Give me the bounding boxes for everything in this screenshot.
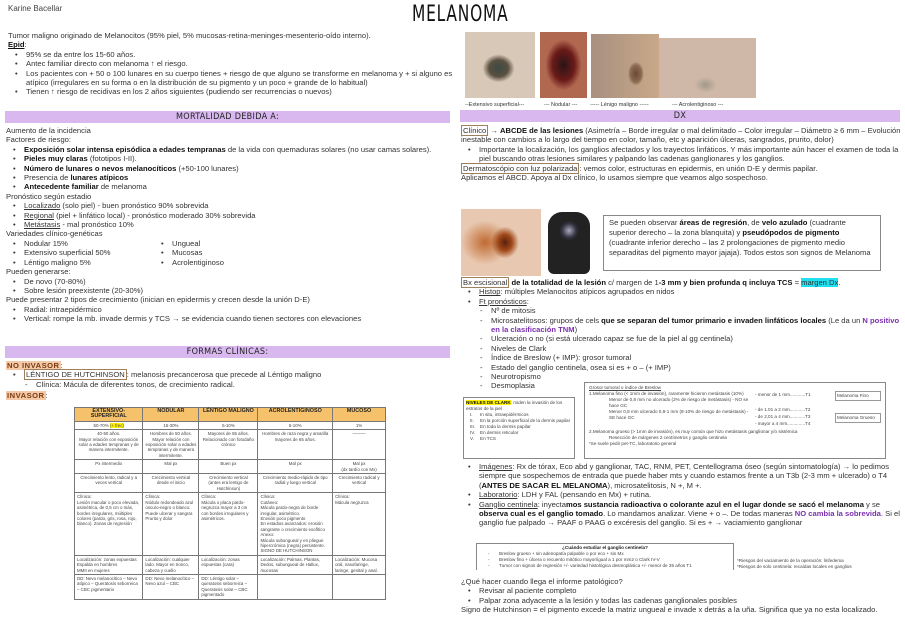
list-item: • Exposición solar intensa episódica a edades tempranas de la vida con quemaduras solares (no usar camas solares). [6, 145, 454, 154]
no-invasor-tag: NO INVASOR [7, 361, 60, 370]
table-cell: Crecimiento vertical (antes era lentigo de Hutchinson) [199, 474, 258, 493]
dermatoscope-device-image [548, 212, 590, 274]
list-item: • Nodular 15% [6, 239, 154, 248]
table-cell [333, 574, 386, 599]
caption: --- Acrolentiginoso --- [672, 102, 724, 108]
formas-table-wrap [74, 407, 386, 600]
text-line: *Se suele pedir pet-TC, laboratorio general [589, 441, 677, 446]
table-cell: Crecimiento radical y vertical [333, 474, 386, 493]
table-cell: Localización: Palmas. Plantas, Dedos, subungueal de Hallux, mucosas [258, 555, 333, 574]
table-cell: Mal px [143, 460, 199, 474]
clark-level: III. En toda la dermis papilar [470, 424, 531, 429]
list-item: • Extensivo superficial 50% [6, 248, 154, 257]
list-item: • Ganglio centinela: inyectamos sustancia radioactiva o colorante azul en el lugar donde se sacó el melanoma y se observa cual es el ganglio tomado. Lo mandamos analizar. Viene + o –. De todas maneras NO cambia la sobrevida. Si el ganglio fue palpado → PAAF o PAAG o excéresis del ganglio. Si es + → vaciamiento ganglionar [461, 500, 903, 528]
list-item: • Mucosas [154, 248, 224, 257]
text-line: Menor 0,8 mm ulcerado 0,8-1 mm (8-10% de riesgo de metástasis) - SE hace GC [609, 409, 749, 420]
list-item: • Sobre lesión preexistente (20-30%) [6, 286, 454, 295]
section-header-formas: FORMAS CLÍNICAS: [5, 346, 450, 358]
list-item: - Niveles de Clark [473, 344, 903, 353]
table-cell: 50-70% (+ frec) [75, 421, 143, 429]
table-cell: Hombres de raza negra y amarilla mayores de 65 años. [258, 430, 333, 460]
photo-acrolentiginoso [659, 38, 756, 98]
epid-list [8, 50, 453, 97]
table-cell: Clínica: Nódulo redondeado azul oscuro-negro o blanco. Puede ulcerar y sangrar. Prurito y dolor [143, 493, 199, 555]
table-cell: Localización: Mucosa oral, nasofaringe, laringe, genital y anal. [333, 555, 386, 574]
table-header-row [75, 408, 386, 422]
table-cell: Localización: zonas expuestas Espalda en hombres MMII en mujeres [75, 555, 143, 574]
formas-section: NO INVASOR: • LÉNTIGO DE HUTCHINSON : melanosis precancerosa que precede al Léntigo maligno - Clínica: Mácula de diferentes tonos, de crecimiento radical. INVASOR: [6, 361, 454, 401]
column-header: EXTENSIVO-SUPERFICIAL [75, 408, 143, 422]
table-cell: Localización: zonas expuestas (cara) [199, 555, 258, 574]
text-line: 1.Melanoma fino (< 1mm de invasión), raramente hicieron metástasis (10%) [589, 391, 744, 396]
list-item: • Imágenes: Rx de tórax, Eco abd y ganglionar, TAC, RNM, PET, Centellograma óseo (según sintomatología) → lo pedimos siempre que sospechemos de entrada que puede haber mts y cuando estamos frente a un T3b (2-3 mm + ulcerado) o T4 (ANTES DE SACAR EL MELANOMA), microsatelitosis, N +, M +. [461, 462, 903, 490]
breslow-title: Grosor tumoral o índice de Breslow [589, 385, 661, 390]
table-cell: 15-30% [143, 421, 199, 429]
text-line: *Riesgos de solo centinela: recaídas locales en ganglios [737, 564, 852, 569]
melanoma-fino-label: Melanoma Fino [835, 391, 881, 401]
section-header-dx: DX [460, 110, 900, 122]
list-item: • Importante la localización, los ganglios afectados y los trayectos linfáticos. Y más importante aún hacer el examen de toda la piel buscando otras lesiones similares y palpando las cadenas ganglionares y los ganglios. [461, 145, 903, 164]
list-item: • Presencia de lunares atípicos [6, 173, 454, 182]
table-cell: DD: Léntigo solar – queratosis seborreica – Queratosis solar – CBC pigmentado [199, 574, 258, 599]
biopsy-section [461, 278, 903, 391]
riesgos-notes [737, 558, 902, 570]
t-stage: - de 1.01 a 2 mm............T2 [755, 407, 811, 412]
list-item: • Regional (piel + linfático local) - pronóstico moderado 30% sobrevida [6, 211, 454, 220]
melanoma-grueso-label: Melanoma Grueso [835, 413, 881, 423]
table-cell: Crecimiento lento, radical y a veces vertical [75, 474, 143, 493]
t-stage: - menor de 1 mm............T1 [755, 392, 811, 397]
list-item: • Ft pronósticos: [461, 297, 903, 306]
table-cell: Px intermedio [75, 460, 143, 474]
list-item: - Neurotropismo [473, 372, 576, 381]
list-item: • Ungueal [154, 239, 224, 248]
column-header: ACROLENTIGINOSO [258, 408, 333, 422]
text-line: ¿Qué hacer cuando llega el informe patológico? [461, 577, 623, 586]
column-header: MUCOSO [333, 408, 386, 422]
list-item: • Los pacientes con + 50 o 100 lunares en su cuerpo tienes + riesgo de que alguno se transforme en melanoma y + si alguno es atípico (irregulares en su forma o en la distribución de su pigmento y un poco + grande de lo habitual) [8, 69, 453, 88]
text-line: Pueden generarse: [6, 267, 71, 277]
table-cell: 40-50 años. Mayor relación con exposición solar a edades tempranas y de manera intermitente. [75, 430, 143, 460]
centinela-title: ¿Cuándo estudiar el ganglio centinela? [562, 545, 648, 550]
author: Karine Bacellar [8, 4, 63, 13]
text-line: Pronóstico según estadio [6, 191, 92, 201]
column-header: NODULAR [143, 408, 199, 422]
text-line: Menor de 0,8 mm no ulcerado (2% de riesgo de metástasis) - NO se hace GC [609, 397, 749, 408]
table-cell: Crecimiento medio-rápido de tipo radial y luego vertical [258, 474, 333, 493]
dermoscopy-image [461, 209, 541, 276]
caption: --Extensivo superficial--- [465, 102, 525, 108]
table-row [75, 574, 386, 599]
informe-section [461, 577, 903, 615]
clark-level: II. En la porción superficial de la dermis papilar [470, 418, 571, 423]
dx-section [461, 126, 903, 182]
table-cell: Clínica: Cutáneo: Mácula pardo-negra de borde irregular, asimétrico. Erosión poco pigmento En estadios avanzados: erosión sangrante o crecimiento exofítico Anexo: Mácula subungueal y en pliegue hipercrómica (negra) persistente. SIGNO DE HUTCHINSON [258, 493, 333, 555]
table-cell: Clínica: Mácula o placa pardo-negruzca mayor a 3 cm con bordes irregulares y asimétricos. [199, 493, 258, 555]
list-item: • Laboratorio: LDH y FAL (pensando en Mx) + rutina. [461, 490, 903, 499]
list-item: - Breslow grueso + sin adenopatía palpable o por eco + sin Mx [481, 551, 729, 557]
table-row [75, 555, 386, 574]
text-line: Resección de márgenes 2 centímetros y ganglio centinela [609, 435, 727, 440]
list-item: • Metástasis - mal pronóstico 10% [6, 220, 454, 229]
list-item: • 95% se da entre los 15-60 años. [8, 50, 453, 59]
dermato-paragraph: Dermatoscópio con luz polarizada : vemos color, estructuras en epidermis, en unión D-E y dermis papilar. [463, 163, 818, 173]
table-row [75, 421, 386, 429]
list-item: - Ulceración o no (si está ulcerado capaz se fue de la piel al gg centinela) [473, 334, 903, 343]
list-item: - Índice de Breslow (+ IMP): grosor tumoral [473, 353, 903, 362]
list-item: - Nº de mitosis [473, 306, 903, 315]
table-cell: Clínica: Lesión macular o poco elevada, asimétrica, de 0,5 cm o más, bordes irregulares, múltiples colores (pardo, gris, rosa, rojo, blanco). Zonas de regresión [75, 493, 143, 555]
list-item: • Antecedente familiar de melanoma [6, 182, 454, 191]
list-item: • Revisar al paciente completo [461, 586, 903, 595]
text-line: 2.Melanoma grueso (> 1mm de invasión), es muy común que hizo metástasis ganglionar y/o sistémica [589, 429, 798, 434]
list-item: • Léntigo maligno 5% [6, 258, 154, 267]
list-item: • Radial: intraepidérmico [6, 305, 454, 314]
list-item: - Desmoplasia [473, 381, 576, 390]
list-item: - Breslow fino + úlcera o recuento mitótico mayor/igual a 1 por mm2 o Clark IV-V [481, 557, 729, 563]
t-stage: - de 2,01 a 4 mm............T3 [755, 414, 811, 419]
formas-clinicas-table [74, 407, 386, 600]
list-item: - Clínica: Mácula de diferentes tonos, de crecimiento radical. [18, 380, 454, 389]
table-cell: Mal px [258, 460, 333, 474]
table-cell [258, 574, 333, 599]
table-cell: ——— [333, 430, 386, 460]
list-item: • LÉNTIGO DE HUTCHINSON : melanosis precancerosa que precede al Léntigo maligno [6, 370, 454, 379]
table-cell: DD: Nevo melanocítico – Nevo atípico – Queratosis seborreica – CBC pigmentario [75, 574, 143, 599]
table-cell: DD: Nevo melanocítico – Nevo azul – CBC [143, 574, 199, 599]
table-cell: Mayores de 55 años. Relacionado con fotodaño crónico [199, 430, 258, 460]
photo-nodular [540, 32, 587, 98]
clark-level: I. In situ, intraepidérmicos [470, 412, 529, 417]
clark-levels-box: NIVELES DE CLARK: miden la invasión de los estratos de la piel I. In situ, intraepidérmicos II. En la porción superficial de la dermis papilar III. En toda la dermis papilar IV. En dermis reticular V. En TCS [463, 397, 575, 459]
text-line: Aplicamos el ABCD. Apoya al Dx clínico, lo usamos siempre que veamos algo sospechoso. [461, 173, 768, 183]
intro-section: Tumor maligno originado de Melanocitos (95% piel, 5% mucosas-retina-meninges-mesenterio-oído interno). Epid: • 95% se da entre los 15-60 años. • Antec familiar directo con melanoma ↑ el riesgo. • Los pacientes con + 50 o 100 lunares en su cuerpo tienes + riesgo de que alguno se transforme en melanoma y + si alguno es atípico (irregulares en su forma o en la distribución de su pigmento y un poco + grande de lo habitual) • Tienen ↑ riesgo de recidivas en los 2 años siguientes (pudiendo ser recurrencias o nuevos) [8, 31, 453, 97]
table-cell: Buen px [199, 460, 258, 474]
list-item: • De novo (70-80%) [6, 277, 454, 286]
table-row [75, 460, 386, 474]
text-line: *Riesgos del vaciamiento de la operación: linfedema [737, 558, 844, 563]
clark-level: IV. En dermis reticular [470, 430, 519, 435]
table-cell: Clínica: Mácula negruzca [333, 493, 386, 555]
text-line: Puede presentar 2 tipos de crecimiento (inician en epidermis y crecen desde la unión D-E) [6, 295, 310, 305]
table-cell: Hombres de 50 años. Mayor relación con exposición solar a edades tempranas y de manera intermitente. [143, 430, 199, 460]
list-item: - Microsatelitosos: grupos de cels que se separan del tumor primario e invaden linfáticos locales (Le da un N positivo en la clasificación TNM) [473, 316, 903, 335]
table-cell: Mal px (dx tardío con Mx) [333, 460, 386, 474]
centinela-box [476, 543, 734, 570]
photo-lentigo-maligno [591, 34, 659, 98]
list-item: • Localizado (solo piel) - buen pronóstico 90% sobrevida [6, 201, 454, 210]
list-item: • Acrolentiginoso [154, 258, 224, 267]
clark-level: V. En TCS [470, 436, 496, 441]
t-stage: - mayor a 4 mm..............T4 [755, 421, 811, 426]
intro: Tumor maligno originado de Melanocitos (95% piel, 5% mucosas-retina-meninges-mesenterio-oído interno). [8, 31, 371, 40]
list-item: • Pieles muy claras (fototipos I-II). [6, 154, 454, 163]
table-cell: Crecimiento vertical desde el inicio [143, 474, 199, 493]
list-item: - Estado del ganglio centinela, osea si es + o – (+ IMP) [473, 363, 903, 372]
list-item: • Tienen ↑ riesgo de recidivas en los 2 años siguientes (pudiendo ser recurrencias o nuevos) [8, 87, 453, 96]
table-row [75, 474, 386, 493]
invasor-tag: INVASOR [7, 391, 45, 401]
table-cell: 1% [333, 421, 386, 429]
studies-section [461, 462, 903, 528]
table-cell: 5-10% [199, 421, 258, 429]
caption: --- Nodular --- [544, 102, 578, 108]
text-line: Aumento de la incidencia [6, 126, 91, 135]
column-header: LÉNTIGO MALIGNO [199, 408, 258, 422]
table-row [75, 430, 386, 460]
epid-label: Epid [8, 40, 25, 50]
abcde-paragraph: Clínico → ABCDE de las lesiones (Asimetría – Borde irregular o mal delimitado – Color irregular – Diámetro ≥ 6 mm – Evolución inestable con cambios a lo largo del tiempo en color, tamaño, etc y aparición úlceras, sangrados, prurito, dolor) [461, 126, 901, 145]
list-item: • Palpar zona adyacente a la lesión y todas las cadenas ganglionales posibles [461, 596, 903, 605]
breslow-box [584, 382, 886, 459]
list-item: • Vertical: rompe la mb. invade dermis y TCS → se evidencia cuando tienen sectores con elevaciones [6, 314, 454, 323]
text-line: Signo de Hutchinson = el pigmento excede la matriz ungueal e invade x detrás a la uña. Significa que ya no esta localizado. [461, 605, 878, 615]
biopsy-line: Bx escisional de la totalidad de la lesión c/ margen de 1-3 mm y bien profunda q incluya TCS = margen Dx. [463, 278, 841, 287]
dermoscopy-note-box: Se pueden observar áreas de regresión, de velo azulado (cuadrante superior derecho – la zona blanquita) y pseudópodos de pigmento (cuadrante inferior derecho – las 2 prolongaciones de pigmento medio separaditas del pigmento mayor jajaja). Todos estos son signos de Melanoma [603, 215, 881, 271]
list-item: • Número de lunares o nevos melanocíticos (+50-100 lunares) [6, 164, 454, 173]
list-item: • Histop: múltiples Melanocitos atípicos agrupados en nidos [461, 287, 903, 296]
table-cell: 5-10% [258, 421, 333, 429]
table-row [75, 493, 386, 555]
text-line: Factores de riesgo: [6, 135, 71, 145]
section-header-mortalidad: MORTALIDAD DEBIDA A: [5, 111, 450, 123]
photo-extensivo-superficial [465, 32, 535, 98]
table-cell: Localización: cualquier lado. Mayor en tronco, cabeza y cuello [143, 555, 199, 574]
list-item: • Antec familiar directo con melanoma ↑ el riesgo. [8, 59, 453, 68]
page-title: MELANOMA [412, 2, 509, 27]
text-line: Variedades clínico-genéticas [6, 229, 103, 239]
caption: ----- Lénigo maligno ----- [590, 102, 649, 108]
mortalidad-section [6, 126, 454, 324]
list-item: - Tumor con signos de regresión +/- variedad histológica desmoplásica +/- menor de 35 años T1 [481, 563, 729, 569]
